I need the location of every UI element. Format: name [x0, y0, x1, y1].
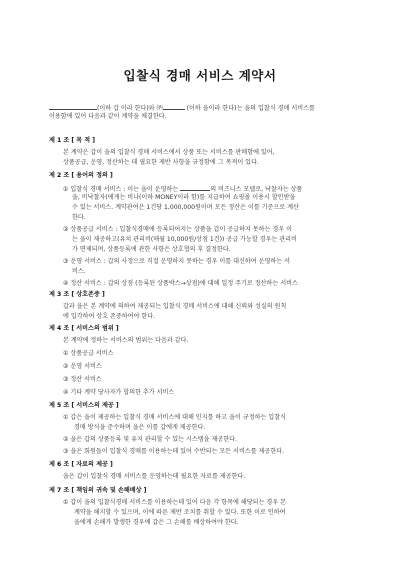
article-5-heading: 제 5 조 [ 서비스의 제공 ]: [49, 402, 119, 409]
article-7-line-2: 계약을 해지할 수 있으며, 이에 따른 제반 조치를 취할 수 있다. 또한 이로 인하여: [74, 509, 286, 516]
article-2-line-3: 수 있는 서비스. 계약관여은 1건당 1,000,000원이며 모든 정산은 이를 기준으로 계산: [72, 204, 299, 211]
article-2-line-10: ④ 정산 서비스 : 갑의 상점 (등록된 상품박스→상점)에 대해 일정 주기로 정산하는 서비스: [63, 280, 298, 287]
document-title: 입찰식 경매 서비스 계약서: [123, 68, 277, 83]
article-1-heading: 제 1 조 [ 목 적 ]: [49, 137, 96, 144]
intro-text-b: (이하 을이라 한다)는 을의 입찰식 경매 서비스를: [186, 105, 315, 112]
article-5-line-1: ① 갑은 을이 제공하는 입찰식 경매 서비스에 대해 인지를 하고 을이 규정하는 입찰식: [63, 414, 286, 421]
article-2-line-9: 비스.: [72, 268, 86, 275]
article-1-line-2: 상품공급, 운영, 정산하는 데 필요한 제반 사항을 규정함에 그 목적이 있다.: [63, 159, 259, 166]
intro-line-1: [49, 103, 315, 113]
article-2-heading: 제 2 조 [ 용어의 정의 ]: [49, 172, 113, 179]
article-3-line-2: 에 입각하여 상호 존중하여야 한다.: [63, 313, 156, 320]
article-2-line-4: 한다.: [72, 214, 86, 221]
article-5-line-2: 경매 방식을 준수하며 을은 이를 갑에게 제공한다.: [74, 424, 206, 431]
definition-1-text: ① 입찰식 경매 서비스 : 이는 을이 운영하는: [63, 186, 179, 193]
article-1-line-1: 본 계약은 갑이 을의 입찰식 경매 서비스에서 상품 또는 서비스를 판매함에 있어,: [63, 149, 275, 156]
article-4-line-1: 본 계약에 정하는 서비스의 범위는 다음과 같다.: [63, 337, 189, 344]
article-5-line-4: ③ 을은 회원들이 입찰식 경매를 이용하는데 있어 수반되는 모든 서비스를 제공한다.: [63, 448, 285, 455]
business-model-blank[interactable]: [180, 184, 210, 191]
article-6-heading: 제 6 조 [ 자료의 제공 ]: [49, 461, 113, 468]
party-a-blank[interactable]: [49, 103, 97, 110]
article-7-heading: 제 7 조 [ 책임의 귀속 및 손해배상 ]: [49, 487, 147, 494]
article-2-line-6: 는 을이 제공하고(유치 관리비(매월 10,000원/상점 1건)) 공급 가능할 경우는 관리비: [72, 236, 297, 243]
article-4-line-2: ① 상품공급 서비스: [63, 350, 114, 357]
article-6-line-1: 을은 갑이 입찰식 경매 서비스를 운영하는데 필요한 자료를 제공한다.: [63, 473, 246, 480]
article-5-line-3: ② 을은 갑의 상품등록 및 유지 관리할 수 있는 시스템을 제공한다.: [63, 436, 237, 443]
article-3-line-1: 갑과 을은 본 계약에 의하여 제공되는 입찰식 경매 서비스에 대해 신뢰와 성실의 원칙: [63, 303, 287, 310]
article-2-line-2: 을, 비낙찰자(에게는 비나(이하 MONEY이라 함)를 지급하여 쇼핑몰 이용시 할인받을: [72, 194, 296, 201]
article-2-line-5: ② 상품공급 서비스 : 입찰식경매에 등록되어지는 상품을 갑이 공급하지 못하는 경우 이: [63, 226, 292, 233]
article-7-line-3: 을에게 손해가 발생한 경우에 갑은 그 손해를 배상하여야 한다.: [74, 519, 239, 526]
article-7-line-1: ① 갑이 을의 입찰식경매 서비스를 이용하는데 있어 다음 각 항목에 해당되는 경우 본: [63, 499, 286, 506]
definition-1-text-cont: 의 비즈니스 모델로, 낙찰자는 상품: [210, 186, 303, 193]
article-2-line-8: ③ 운영 서비스 : 갑의 사정으로 직접 운영하지 못하는 경우 이를 대신하여 운영하는 서: [63, 258, 290, 265]
article-4-line-3: ② 운영 서비스: [63, 363, 102, 370]
article-4-line-4: ③ 정산 서비스: [63, 376, 102, 383]
article-3-heading: 제 3 조 [ 상호존중 ]: [49, 291, 105, 298]
intro-text-a: (이하 갑 이라 한다)와 ㈜: [97, 105, 163, 112]
article-4-line-5: ④ 기타 계약 당사자가 합의한 추가 서비스: [63, 389, 175, 396]
article-2-line-7: 가 면제되며, 상품등록에 관한 사항은 상호협의 후 결정한다.: [72, 246, 231, 253]
party-b-blank[interactable]: [163, 103, 185, 110]
article-2-line-1: [63, 184, 302, 194]
article-4-heading: 제 4 조 [ 서비스의 범위 ]: [49, 325, 119, 332]
intro-line-2: 이용함에 있어 다음과 같이 계약을 체결한다.: [49, 113, 167, 120]
